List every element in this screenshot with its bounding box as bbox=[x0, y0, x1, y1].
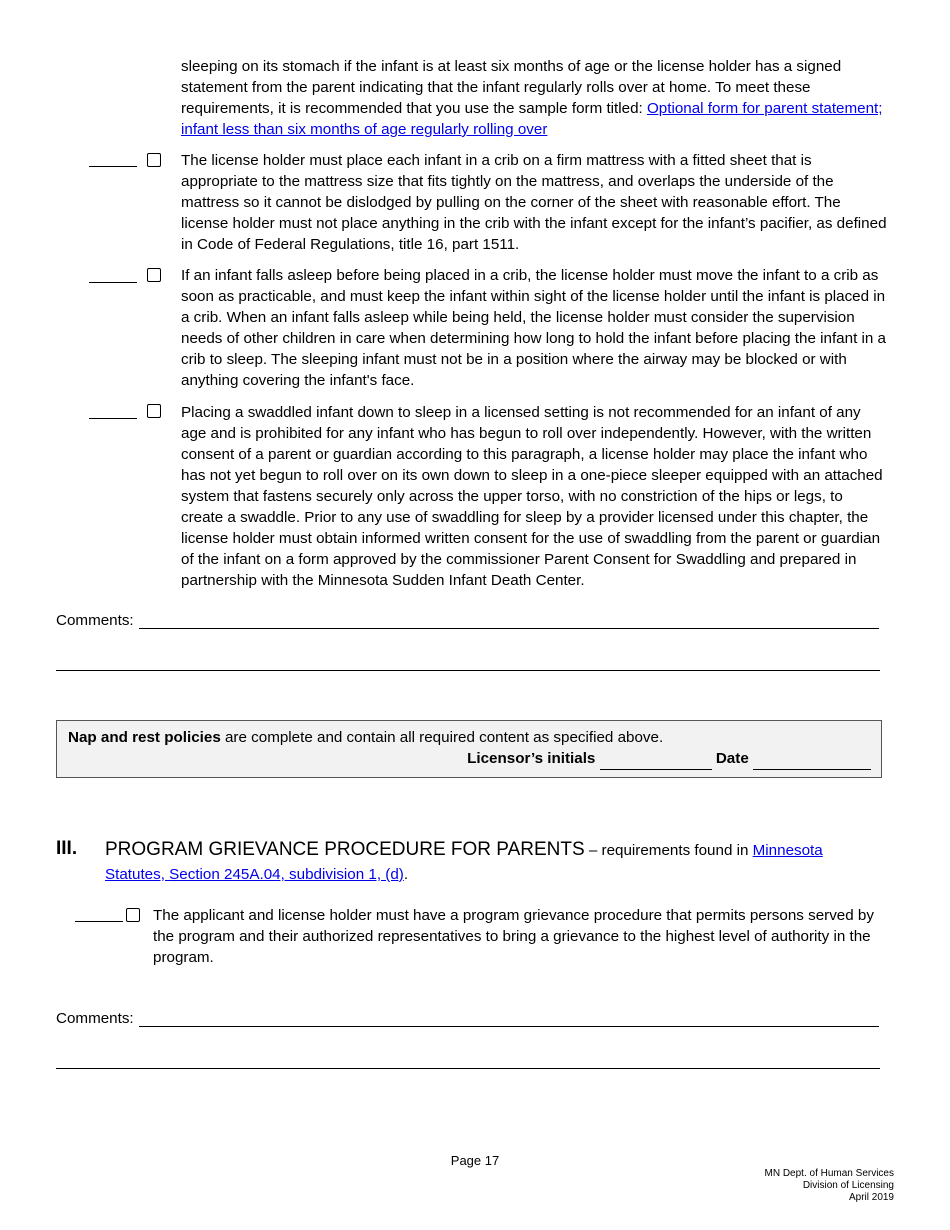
footer-org bbox=[765, 1168, 895, 1204]
checkbox[interactable] bbox=[147, 268, 161, 282]
checkbox[interactable] bbox=[126, 908, 140, 922]
initials-blank[interactable] bbox=[89, 418, 137, 419]
summary-box bbox=[56, 720, 882, 778]
comments-label: Comments: bbox=[56, 612, 134, 629]
comments-line[interactable] bbox=[56, 670, 880, 671]
initials-blank[interactable] bbox=[75, 921, 123, 922]
footer-org-line: Division of Licensing bbox=[802, 1180, 894, 1191]
section-subtitle: – requirements found in bbox=[584, 842, 753, 859]
initials-label: Licensor’s initials bbox=[467, 750, 596, 767]
page-number: Page 17 bbox=[450, 1153, 500, 1168]
initials-field[interactable] bbox=[600, 748, 712, 770]
initials-blank[interactable] bbox=[89, 282, 137, 283]
checkbox[interactable] bbox=[147, 404, 161, 418]
section-number: III. bbox=[56, 838, 78, 859]
checklist-item-text: The license holder must place each infant in a crib on a firm mattress with a fitted sheet that is appropriate to the mattress size that fits tightly on the mattress, and overlaps the underside of the mattress so it cannot be dislodged by pulling on the corner of the sheet with reasonable effort. The license holder must not place anything in the crib with the infant except for the infant’s pacifier, as defined in Code of Federal Regulations, title 16, part 1511. bbox=[181, 152, 887, 253]
initials-blank[interactable] bbox=[89, 166, 137, 167]
checklist-item-text: Placing a swaddled infant down to sleep in a licensed setting is not recommended for an infant of any age and is prohibited for any infant who has begun to roll over independently. However, with the written consent of a parent or guardian according to this paragraph, a license holder may place the infant who has not yet begun to roll over on its own down to sleep in a one-piece sleeper equipped with an attached system that fastens securely only across the upper torso, with no constriction of the hips or legs, to create a swaddle. Prior to any use of swaddling for sleep by a provider licensed under this chapter, the license holder must obtain informed written consent for the use of swaddling from the parent or guardian of the infant on a form approved by the commissioner Parent Consent for Swaddling and prepared in partnership with the Minnesota Sudden Infant Death Center. bbox=[181, 404, 883, 589]
checklist-item-text: The applicant and license holder must have a program grievance procedure that permits persons served by the program and their authorized representatives to bring a grievance to the highest level of authority in the program. bbox=[153, 907, 874, 966]
comments-line[interactable] bbox=[56, 1068, 880, 1069]
section-title: PROGRAM GRIEVANCE PROCEDURE FOR PARENTS bbox=[105, 839, 585, 860]
top-paragraph bbox=[181, 56, 886, 140]
section-heading: PROGRAM GRIEVANCE PROCEDURE FOR PARENTS – requirements found in Minnesota Statutes, Section 245A.04, subdivision 1, (d). bbox=[105, 839, 823, 883]
summary-bold-lead: Nap and rest policies bbox=[68, 729, 221, 746]
checklist-item-text: If an infant falls asleep before being placed in a crib, the license holder must move the infant to a crib as soon as practicable, and must keep the infant within sight of the license holder until the infant is placed in a crib. When an infant falls asleep while being held, the license holder must consider the supervision needs of other children in care when determining how long to hold the infant before placing the infant in a crib to sleep. The sleeping infant must not be in a position where the airway may be blocked or with anything covering the infant's face. bbox=[181, 267, 886, 389]
summary-text: are complete and contain all required content as specified above. bbox=[220, 729, 664, 746]
licensor-signoff bbox=[467, 748, 871, 770]
checklist-item bbox=[181, 150, 889, 255]
statute-link[interactable]: Minnesota Statutes, Section 245A.04, subdivision 1, (d) bbox=[105, 842, 823, 883]
checklist-item bbox=[153, 905, 885, 968]
summary-statement bbox=[68, 727, 868, 748]
checklist-item bbox=[181, 402, 889, 591]
date-field[interactable] bbox=[753, 748, 871, 770]
optional-form-link[interactable]: Optional form for parent statement; infant less than six months of age regularly rolling over bbox=[181, 100, 883, 138]
footer-org-line: MN Dept. of Human Services bbox=[764, 1168, 894, 1179]
comments-line[interactable] bbox=[139, 628, 879, 629]
top-paragraph-text: sleeping on its stomach if the infant is at least six months of age or the license holder has a signed statement from the parent indicating that the infant regularly rolls over at home. To meet these requirements, it is recommended that you use the sample form titled: bbox=[181, 58, 842, 117]
comments-label: Comments: bbox=[56, 1010, 134, 1027]
comments-line[interactable] bbox=[139, 1026, 879, 1027]
date-label: Date bbox=[715, 750, 749, 767]
checklist-item bbox=[181, 265, 889, 391]
footer-date: April 2019 bbox=[848, 1192, 894, 1203]
checkbox[interactable] bbox=[147, 153, 161, 167]
